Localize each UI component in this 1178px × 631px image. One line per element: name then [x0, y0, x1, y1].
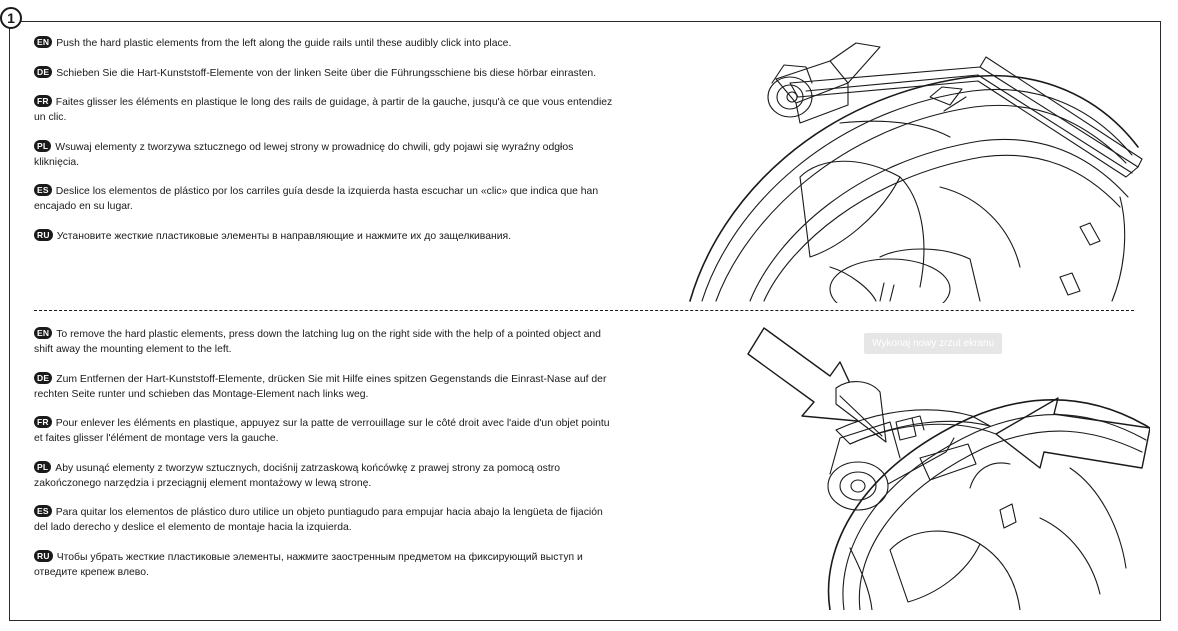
instruction-en	[34, 327, 614, 357]
lang-badge-en: EN	[34, 327, 52, 339]
instruction-pl	[34, 461, 614, 491]
lang-badge-es: ES	[34, 505, 52, 517]
lang-badge-fr: FR	[34, 416, 52, 428]
instruction-en	[34, 36, 614, 51]
instruction-text: Deslice los elementos de plástico por los carriles guía desde la izquierda hasta escuchar un «clic» que indica que han encajado en su lugar.	[34, 186, 599, 212]
lang-badge-ru: RU	[34, 550, 53, 562]
section-divider	[34, 310, 1134, 311]
diagram-step1-removal	[740, 318, 1150, 610]
lang-badge-ru: RU	[34, 229, 53, 241]
instruction-fr	[34, 95, 614, 125]
instruction-text: Чтобы убрать жесткие пластиковые элементы, нажмите заостренным предметом на фиксирующий выступ и отведите крепеж влево.	[34, 551, 583, 578]
instruction-text: Push the hard plastic elements from the left along the guide rails until these audibly click into place.	[56, 38, 512, 49]
screenshot-watermark: Wykonaj nowy zrzut ekranu	[864, 333, 1002, 354]
instruction-text: Установите жесткие пластиковые элементы в направляющие и нажмите их до защелкивания.	[56, 230, 512, 242]
removal-instructions	[34, 327, 614, 594]
instruction-es	[34, 184, 614, 214]
instruction-text: Zum Entfernen der Hart-Kunststoff-Elemente, drücken Sie mit Hilfe eines spitzen Gegenstands die Einrast-Nase auf der rechten Seite runter und schieben das Montage-Element nach links weg.	[34, 373, 607, 400]
instruction-ru	[34, 229, 614, 244]
instruction-fr	[34, 416, 614, 446]
instruction-text: Aby usunąć elementy z tworzyw sztucznych, dociśnij zatrzaskową końcówkę z prawej strony za pomocą ostro zakończonego narzędzia i przeciągnij element montażowy w lewą stronę.	[34, 462, 560, 489]
instruction-text: Wsuwaj elementy z tworzywa sztucznego od lewej strony w prowadnicę do chwili, gdy pojawi się wyraźny odgłos kliknięcia.	[34, 141, 574, 168]
diagram-step1-assembly	[680, 27, 1150, 303]
instruction-text: Schieben Sie die Hart-Kunststoff-Elemente von der linken Seite über die Führungsschiene bis diese hörbar einrasten.	[56, 67, 597, 79]
instruction-ru	[34, 550, 614, 580]
instruction-text: To remove the hard plastic elements, press down the latching lug on the right side with the help of a pointed object and shift away the mounting element to the left.	[34, 329, 601, 355]
lang-badge-es: ES	[34, 184, 52, 196]
instruction-text: Pour enlever les éléments en plastique, appuyez sur la patte de verrouillage sur le côté droit avec l'aide d'un objet pointu et faites glisser l'élément de montage vers la gauche.	[34, 418, 610, 444]
instruction-de	[34, 66, 614, 81]
lang-badge-en: EN	[34, 36, 52, 48]
lang-badge-pl: PL	[34, 461, 51, 473]
lang-badge-de: DE	[34, 66, 52, 78]
instruction-de	[34, 372, 614, 402]
instruction-pl	[34, 140, 614, 170]
lang-badge-pl: PL	[34, 140, 51, 152]
instruction-text: Para quitar los elementos de plástico duro utilice un objeto puntiagudo para empujar hacia abajo la lengüeta de fijación del lado derecho y deslice el elemento de montaje hacia la izquierda.	[34, 507, 603, 533]
step-number-badge: 1	[0, 7, 22, 29]
assembly-instructions	[34, 36, 614, 258]
lang-badge-de: DE	[34, 372, 52, 384]
instruction-text: Faites glisser les éléments en plastique le long des rails de guidage, à partir de la gauche, jusqu'à ce que vous entendiez un clic.	[34, 97, 613, 123]
instruction-es	[34, 505, 614, 535]
lang-badge-fr: FR	[34, 95, 52, 107]
